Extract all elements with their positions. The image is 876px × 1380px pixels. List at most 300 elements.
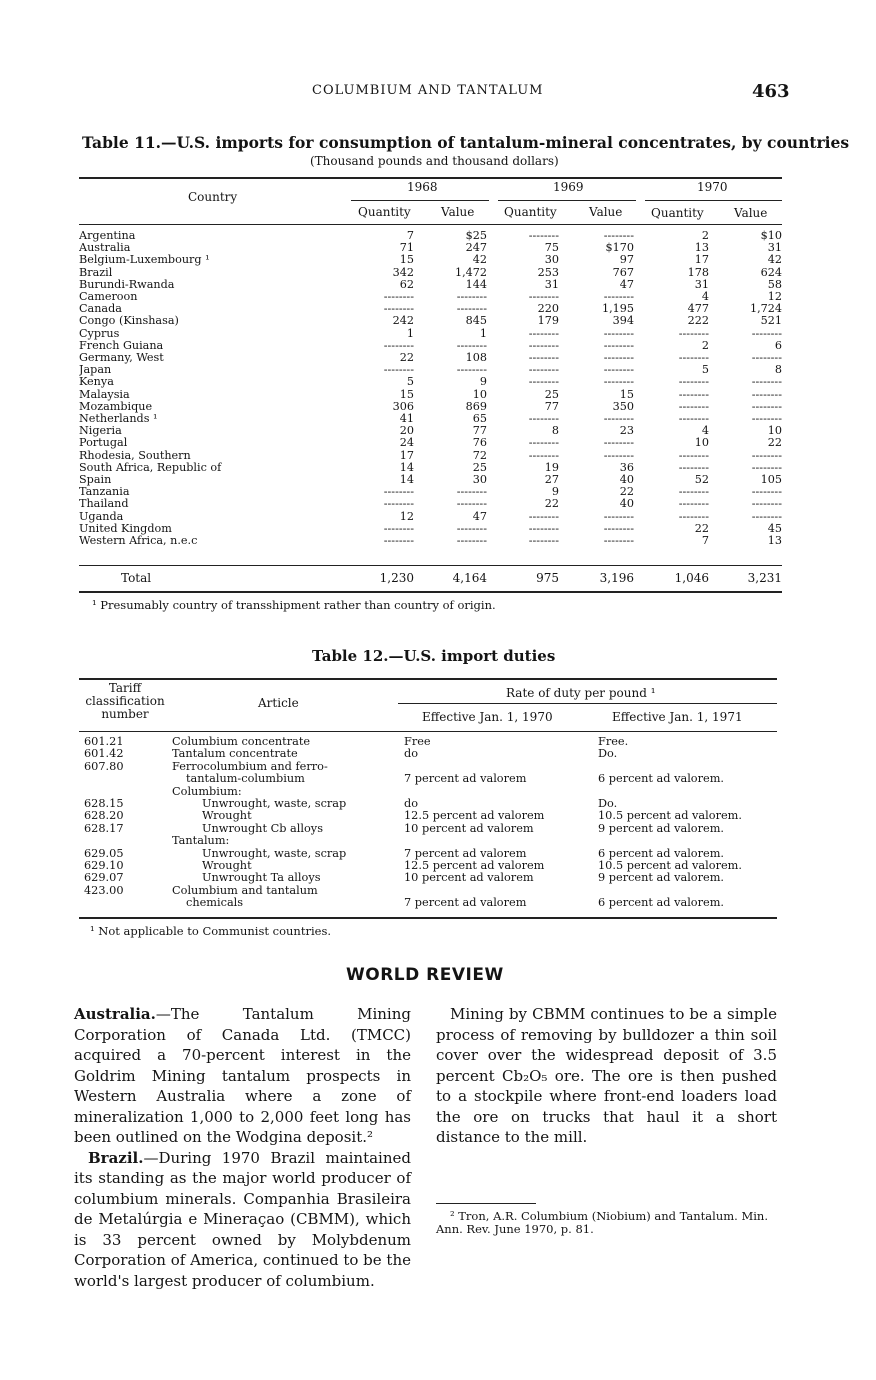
- table12-col-tariff: Tariff classification number: [85, 681, 165, 721]
- total-cell: 3,231: [747, 571, 782, 585]
- table-cell: $25: [465, 229, 487, 242]
- table-cell: --------: [678, 387, 709, 401]
- total-cell: 1,046: [674, 571, 709, 585]
- table-row: [79, 291, 782, 303]
- table-cell: 15: [399, 253, 414, 267]
- tariff-number: 628.20: [84, 810, 124, 823]
- table-cell: --------: [383, 534, 414, 548]
- table-row: [84, 810, 774, 822]
- rate-1971: Do.: [598, 748, 618, 761]
- total-label: Total: [121, 571, 152, 585]
- rate-1970: 7 percent ad valorem: [404, 773, 527, 786]
- table12-col-rate: Rate of duty per pound ¹: [506, 686, 656, 700]
- table-cell: 220: [537, 302, 559, 316]
- country-name: Western Africa, n.e.c: [79, 535, 198, 548]
- rate-1970: [404, 885, 594, 897]
- table-cell: --------: [678, 509, 709, 523]
- table-cell: 306: [392, 399, 414, 413]
- table-cell: 42: [472, 253, 487, 267]
- table-cell: --------: [751, 351, 782, 365]
- country-name: Australia: [79, 242, 131, 255]
- table-cell: 242: [392, 314, 414, 328]
- table-cell: 12: [399, 509, 414, 523]
- country-name: Belgium-Luxembourg ¹: [79, 254, 210, 267]
- tariff-number: 607.80: [84, 760, 124, 773]
- table-row: [84, 835, 774, 847]
- table-cell: 253: [537, 265, 559, 279]
- tariff-number: 628.15: [84, 798, 124, 811]
- table-cell: 845: [465, 314, 487, 328]
- table-row: [79, 352, 782, 364]
- table-cell: 71: [399, 241, 414, 255]
- table-cell: 72: [472, 448, 487, 462]
- table-cell: --------: [751, 387, 782, 401]
- total-cell: 1,230: [379, 571, 414, 585]
- table-cell: 13: [767, 534, 782, 548]
- table11-sub-value: Value: [589, 205, 623, 219]
- table-cell: --------: [456, 534, 487, 548]
- table-cell: 30: [544, 253, 559, 267]
- table-cell: --------: [383, 302, 414, 316]
- table11-total: [79, 572, 782, 584]
- table-cell: 105: [760, 473, 782, 487]
- table-cell: 4: [701, 290, 709, 304]
- article: Columbium:: [172, 785, 242, 798]
- article: Columbium concentrate: [172, 736, 311, 748]
- table-cell: --------: [603, 375, 634, 389]
- table-cell: 41: [399, 412, 414, 426]
- tariff-number: 601.42: [84, 748, 124, 761]
- table-cell: --------: [751, 485, 782, 499]
- table12-col-1970: Effective Jan. 1, 1970: [422, 710, 553, 724]
- table-row: [79, 486, 782, 498]
- rate-1970: 7 percent ad valorem: [404, 847, 527, 860]
- rate-1971: 6 percent ad valorem.: [598, 773, 724, 786]
- tariff-number: 629.10: [84, 860, 124, 873]
- table12-header-rule: [79, 731, 777, 732]
- table-row: [79, 279, 782, 291]
- table-cell: 10: [472, 387, 487, 401]
- tariff-number: [84, 835, 172, 847]
- table-cell: 22: [399, 351, 414, 365]
- rate-1970: 12.5 percent ad valorem: [404, 810, 545, 823]
- table-cell: --------: [751, 509, 782, 523]
- country-name: Japan: [79, 364, 112, 377]
- rate-1970: do: [404, 798, 419, 811]
- left-column: [74, 1004, 411, 1291]
- table-cell: --------: [456, 497, 487, 511]
- table-cell: 19: [544, 460, 559, 474]
- table-row: [79, 364, 782, 376]
- table11-total-rule: [79, 565, 782, 566]
- table-row: [79, 254, 782, 266]
- country-name: Brazil: [79, 266, 113, 279]
- article: chemicals: [186, 897, 244, 910]
- table-cell: 75: [544, 241, 559, 255]
- table-cell: --------: [603, 351, 634, 365]
- country-name: United Kingdom: [79, 522, 172, 535]
- table-cell: 23: [619, 424, 634, 438]
- table-cell: 40: [619, 497, 634, 511]
- footnote-tron: ² Tron, A.R. Columbium (Niobium) and Tantalum. Min. Ann. Rev. June 1970, p. 81.: [436, 1209, 768, 1236]
- table-row: [79, 413, 782, 425]
- rate-1970: [404, 761, 594, 773]
- table-row: [79, 462, 782, 474]
- australia-paragraph: Australia.—The Tantalum Mining Corporation of Canada Ltd. (TMCC) acquired a 70-percent interest in the Goldrim Mining tantalum prospects in Western Australia where a zone of mineralization 1,000 to 2,000 feet long has been outlined on the Wodgina deposit.²: [74, 1005, 411, 1146]
- country-name: Uganda: [79, 510, 124, 523]
- table-cell: --------: [383, 290, 414, 304]
- country-name: Mozambique: [79, 400, 153, 413]
- table-cell: --------: [456, 363, 487, 377]
- table-cell: 4: [701, 424, 709, 438]
- table-cell: 1,724: [749, 302, 782, 316]
- table-cell: --------: [603, 290, 634, 304]
- tariff-number: 601.21: [84, 736, 124, 748]
- table-cell: 40: [619, 473, 634, 487]
- table-cell: --------: [528, 436, 559, 450]
- tariff-number: [84, 786, 172, 798]
- table11-year-1970: 1970: [697, 180, 728, 194]
- country-name: Argentina: [79, 230, 136, 242]
- tariff-number: 629.05: [84, 847, 124, 860]
- table-cell: --------: [528, 375, 559, 389]
- table-cell: 45: [767, 521, 782, 535]
- table-row: [84, 848, 774, 860]
- table-cell: --------: [603, 521, 634, 535]
- table-cell: --------: [383, 338, 414, 352]
- table-cell: --------: [678, 460, 709, 474]
- table11-year-rule: [645, 200, 782, 201]
- table-cell: 97: [619, 253, 634, 267]
- country-name: Nigeria: [79, 425, 122, 438]
- article: Unwrought, waste, scrap: [202, 798, 347, 811]
- table-row: [79, 523, 782, 535]
- table-cell: 108: [465, 351, 487, 365]
- table11-bottom-rule: [79, 591, 782, 593]
- table-cell: --------: [528, 363, 559, 377]
- table11-subtitle: (Thousand pounds and thousand dollars): [310, 154, 559, 168]
- table-cell: 14: [399, 473, 414, 487]
- table11-sub-value: Value: [734, 206, 768, 220]
- article: Wrought: [202, 860, 252, 873]
- table11-header-rule: [79, 224, 782, 225]
- rate-1971: 10.5 percent ad valorem.: [598, 860, 742, 873]
- table-cell: 30: [472, 473, 487, 487]
- table-row: [79, 511, 782, 523]
- world-review-heading: WORLD REVIEW: [346, 965, 504, 985]
- table-cell: 77: [544, 399, 559, 413]
- table-cell: 17: [399, 448, 414, 462]
- table-cell: 47: [619, 277, 634, 291]
- country-name: Germany, West: [79, 352, 164, 365]
- table-cell: --------: [528, 338, 559, 352]
- table-row: [79, 425, 782, 437]
- table-row: [79, 230, 782, 242]
- table-cell: --------: [603, 412, 634, 426]
- rate-1970: 10 percent ad valorem: [404, 822, 534, 835]
- table-cell: --------: [528, 412, 559, 426]
- table-cell: --------: [678, 412, 709, 426]
- rate-1970: [404, 786, 594, 798]
- table-cell: 22: [544, 497, 559, 511]
- table-cell: 5: [701, 363, 709, 377]
- table-cell: 2: [701, 338, 709, 352]
- table-cell: --------: [528, 326, 559, 340]
- table-cell: 25: [544, 387, 559, 401]
- article: Columbium and tantalum: [172, 884, 318, 897]
- country-name: Kenya: [79, 376, 114, 389]
- table-cell: --------: [678, 326, 709, 340]
- table-cell: 8: [774, 363, 782, 377]
- table-row: [79, 376, 782, 388]
- table-cell: 394: [612, 314, 634, 328]
- table-row: [79, 242, 782, 254]
- table-cell: --------: [678, 351, 709, 365]
- table-cell: 767: [612, 265, 634, 279]
- table-row: [84, 773, 774, 785]
- table-cell: 22: [767, 436, 782, 450]
- table-cell: --------: [528, 509, 559, 523]
- table-row: [84, 748, 774, 760]
- table-cell: 8: [551, 424, 559, 438]
- country-name: Rhodesia, Southern: [79, 449, 191, 462]
- table-cell: 144: [465, 277, 487, 291]
- table-cell: 31: [544, 277, 559, 291]
- table-cell: --------: [678, 399, 709, 413]
- table-cell: --------: [456, 521, 487, 535]
- table11-sub-value: Value: [441, 205, 475, 219]
- tariff-number: 628.17: [84, 822, 124, 835]
- table-cell: 15: [619, 387, 634, 401]
- table12-rate-rule: [398, 703, 777, 704]
- table11-sub-quantity: Quantity: [504, 205, 557, 219]
- rate-1971: 6 percent ad valorem.: [598, 897, 724, 910]
- table-row: [84, 897, 774, 909]
- table-cell: 10: [767, 424, 782, 438]
- table-cell: --------: [528, 534, 559, 548]
- table-cell: 25: [472, 460, 487, 474]
- table-row: [84, 860, 774, 872]
- table-row: [79, 572, 782, 584]
- table-cell: 47: [472, 509, 487, 523]
- table-cell: 10: [694, 436, 709, 450]
- table-cell: $170: [605, 241, 634, 255]
- table-cell: --------: [678, 375, 709, 389]
- table-cell: 31: [694, 277, 709, 291]
- table-cell: 42: [767, 253, 782, 267]
- table-row: [84, 761, 774, 773]
- table-cell: --------: [751, 412, 782, 426]
- table-row: [84, 872, 774, 884]
- table-cell: 1,472: [454, 265, 487, 279]
- table-cell: --------: [751, 399, 782, 413]
- table11-col-country: Country: [188, 190, 238, 204]
- table-cell: 17: [694, 253, 709, 267]
- table-cell: 869: [465, 399, 487, 413]
- table-cell: 24: [399, 436, 414, 450]
- table-cell: 14: [399, 460, 414, 474]
- article: Unwrought Ta alloys: [202, 872, 321, 885]
- table-cell: --------: [603, 448, 634, 462]
- table-cell: --------: [603, 509, 634, 523]
- right-column: [436, 1004, 777, 1148]
- table-cell: 222: [687, 314, 709, 328]
- table12-title: Table 12.—U.S. import duties: [312, 647, 556, 665]
- table-cell: 12: [767, 290, 782, 304]
- table-row: [79, 315, 782, 327]
- table-cell: 350: [612, 399, 634, 413]
- table12-body: [84, 736, 774, 910]
- table-cell: 22: [694, 521, 709, 535]
- rate-1971: [594, 885, 774, 897]
- rate-1970: do: [404, 748, 419, 761]
- country-name: Thailand: [79, 498, 129, 511]
- table-row: [79, 498, 782, 510]
- total-cell: 3,196: [599, 571, 634, 585]
- article: Wrought: [202, 810, 252, 823]
- country-name: Burundi-Rwanda: [79, 278, 175, 291]
- table12-top-rule: [79, 678, 777, 680]
- table-cell: 521: [760, 314, 782, 328]
- table-cell: --------: [456, 485, 487, 499]
- table-cell: 5: [406, 375, 414, 389]
- table-cell: --------: [456, 290, 487, 304]
- table-cell: 1,195: [601, 302, 634, 316]
- table-cell: 77: [472, 424, 487, 438]
- table-cell: 76: [472, 436, 487, 450]
- table-cell: --------: [678, 497, 709, 511]
- table11-year-1969: 1969: [553, 180, 584, 194]
- table12-footnote: ¹ Not applicable to Communist countries.: [90, 924, 332, 938]
- table-row: [84, 885, 774, 897]
- table-cell: 247: [465, 241, 487, 255]
- table-cell: 15: [399, 387, 414, 401]
- rate-1971: Do.: [598, 798, 618, 811]
- table-cell: --------: [751, 497, 782, 511]
- rate-1970: [404, 835, 594, 847]
- table-cell: --------: [528, 290, 559, 304]
- table-cell: --------: [751, 448, 782, 462]
- table11-top-rule: [79, 177, 782, 179]
- table-cell: --------: [678, 448, 709, 462]
- table11-year-1968: 1968: [407, 180, 438, 194]
- country-name: Portugal: [79, 437, 128, 450]
- table-cell: --------: [456, 338, 487, 352]
- table11-footnote: ¹ Presumably country of transshipment rather than country of origin.: [92, 598, 496, 612]
- country-name: Netherlands ¹: [79, 413, 158, 426]
- table-cell: 31: [767, 241, 782, 255]
- mining-paragraph: Mining by CBMM continues to be a simple process of removing by bulldozer a thin soil cover over the widespread deposit of 3.5 percent Cb₂O₅ ore. The ore is then pushed to a stockpile where front-end loaders load the ore on trucks that haul it a short distance to the mill.: [436, 1005, 777, 1146]
- country-name: Tanzania: [79, 486, 130, 499]
- table-cell: 2: [701, 229, 709, 242]
- country-name: Congo (Kinshasa): [79, 315, 179, 328]
- rate-1970: Free: [404, 736, 431, 748]
- table-row: [79, 437, 782, 449]
- table-cell: 179: [537, 314, 559, 328]
- article: tantalum-columbium: [186, 773, 305, 786]
- running-head: COLUMBIUM AND TANTALUM: [312, 83, 544, 98]
- table-cell: 65: [472, 412, 487, 426]
- table-row: [79, 303, 782, 315]
- rate-1971: 10.5 percent ad valorem.: [598, 810, 742, 823]
- table11-sub-quantity: Quantity: [651, 206, 704, 220]
- table-cell: --------: [751, 375, 782, 389]
- table-row: [79, 389, 782, 401]
- table-cell: --------: [456, 302, 487, 316]
- table-cell: 1: [406, 326, 414, 340]
- rate-1971: 6 percent ad valorem.: [598, 847, 724, 860]
- table-cell: --------: [528, 229, 559, 242]
- total-cell: 4,164: [452, 571, 487, 585]
- table-cell: 52: [694, 473, 709, 487]
- table-row: [84, 736, 774, 748]
- table-cell: 36: [619, 460, 634, 474]
- table-cell: 7: [406, 229, 414, 242]
- article: Unwrought Cb alloys: [202, 822, 323, 835]
- table-cell: --------: [603, 229, 634, 242]
- table-row: [79, 474, 782, 486]
- article: Tantalum:: [172, 835, 230, 848]
- table-row: [84, 823, 774, 835]
- table-cell: --------: [528, 521, 559, 535]
- country-name: Canada: [79, 303, 122, 316]
- rate-1971: 9 percent ad valorem.: [598, 872, 724, 885]
- table11-sub-quantity: Quantity: [358, 205, 411, 219]
- table-cell: --------: [383, 363, 414, 377]
- rate-1971: [594, 835, 774, 847]
- table-row: [79, 267, 782, 279]
- article: Unwrought, waste, scrap: [202, 847, 347, 860]
- table-cell: 9: [479, 375, 487, 389]
- tariff-number: 629.07: [84, 872, 124, 885]
- table12-col-1971: Effective Jan. 1, 1971: [612, 710, 743, 724]
- table11-body: [79, 230, 782, 547]
- rate-1971: Free.: [598, 736, 629, 748]
- brazil-paragraph: Brazil.—During 1970 Brazil maintained its standing as the major world producer of columbium minerals. Companhia Brasileira de Metalúrgia e Mineraçao (CBMM), which is 33 percent owned by Molybdenum Corporation of America, continued to be the world's largest producer of columbium.: [74, 1148, 411, 1290]
- table-cell: 58: [767, 277, 782, 291]
- rate-1970: 10 percent ad valorem: [404, 872, 534, 885]
- table-cell: 624: [760, 265, 782, 279]
- rate-1971: 9 percent ad valorem.: [598, 822, 724, 835]
- country-name: Spain: [79, 474, 112, 487]
- table-cell: $10: [760, 229, 782, 242]
- article: Tantalum concentrate: [172, 748, 298, 761]
- table-row: [79, 450, 782, 462]
- total-cell: 975: [536, 571, 559, 585]
- table11-year-rule: [351, 200, 489, 201]
- table-cell: --------: [603, 363, 634, 377]
- table-cell: 342: [392, 265, 414, 279]
- table-row: [79, 328, 782, 340]
- table-row: [84, 798, 774, 810]
- table-cell: 1: [479, 326, 487, 340]
- page-number: 463: [752, 81, 790, 102]
- table11-year-rule: [498, 200, 636, 201]
- table-cell: 6: [774, 338, 782, 352]
- table-row: [79, 535, 782, 547]
- table-cell: 20: [399, 424, 414, 438]
- country-name: Cyprus: [79, 327, 120, 340]
- table-cell: 477: [687, 302, 709, 316]
- rate-1971: [594, 786, 774, 798]
- country-name: Malaysia: [79, 388, 130, 401]
- table-cell: 178: [687, 265, 709, 279]
- table-cell: --------: [528, 448, 559, 462]
- table-cell: --------: [751, 460, 782, 474]
- country-name: South Africa, Republic of: [79, 461, 222, 474]
- country-name: French Guiana: [79, 339, 164, 352]
- table-cell: 62: [399, 277, 414, 291]
